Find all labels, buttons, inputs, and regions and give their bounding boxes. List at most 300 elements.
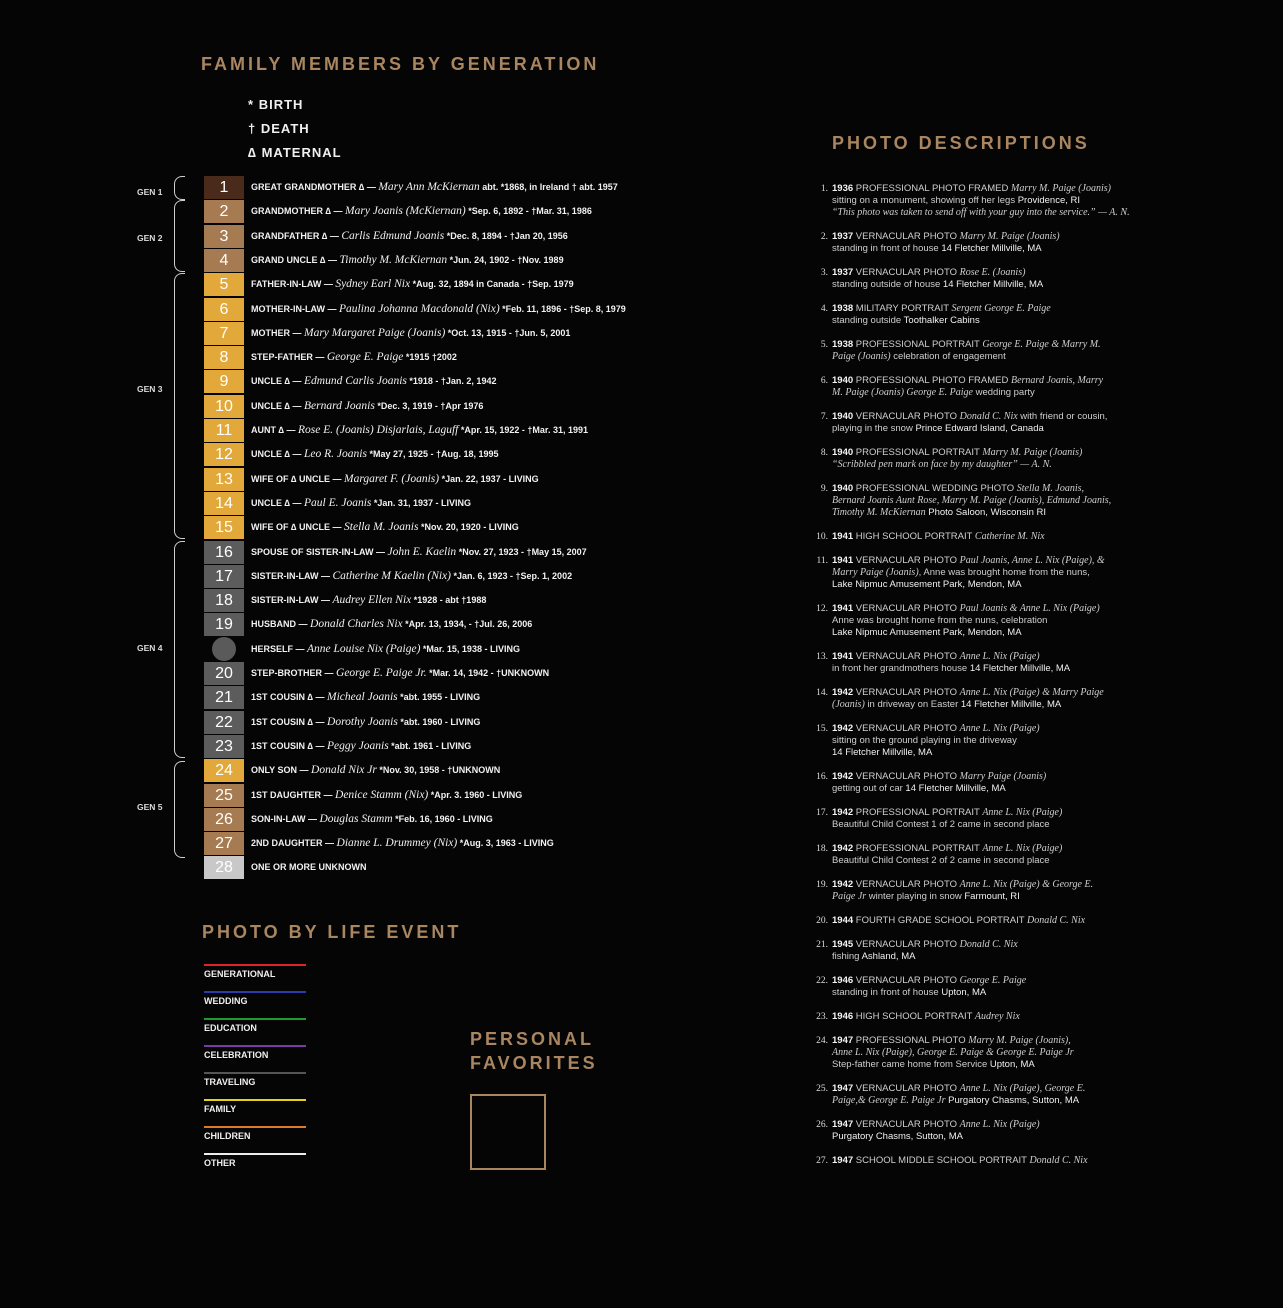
description-segment: Marry Paige (Joanis) bbox=[959, 771, 1047, 782]
description-segment: Photo Saloon, Wisconsin RI bbox=[925, 507, 1047, 518]
description-segment: 1941 bbox=[832, 555, 854, 566]
member-relation: 1ST COUSIN ∆ — bbox=[251, 692, 328, 703]
description-segment: 1938 bbox=[832, 303, 854, 314]
description-segment: VERNACULAR PHOTO bbox=[853, 1083, 960, 1094]
life-event-item bbox=[204, 1131, 306, 1141]
description-segment: Anne L. Nix (Paige) bbox=[959, 651, 1040, 662]
description-segment: 1947 bbox=[832, 1155, 854, 1166]
description-segment: 1941 bbox=[832, 531, 854, 542]
description-line bbox=[832, 447, 1082, 459]
description-line bbox=[832, 1011, 1020, 1023]
member-relation: SON-IN-LAW — bbox=[251, 813, 320, 824]
member-name: Dorothy Joanis bbox=[327, 715, 398, 728]
member-relation: MOTHER — bbox=[251, 327, 304, 338]
description-line bbox=[832, 783, 1046, 795]
gen-label: GEN 5 bbox=[137, 802, 163, 812]
member-name: Peggy Joanis bbox=[327, 739, 389, 752]
member-text bbox=[251, 594, 486, 606]
description-segment: Donald C. Nix bbox=[959, 411, 1018, 422]
member-dates: abt. *1868, in Ireland † abt. 1957 bbox=[479, 182, 618, 192]
description-line bbox=[832, 627, 1100, 639]
member-number-swatch bbox=[204, 638, 244, 661]
description-number: 27. bbox=[816, 1156, 828, 1166]
description-segment: Rose E. (Joanis) bbox=[959, 267, 1026, 278]
member-relation: 1ST COUSIN ∆ — bbox=[251, 740, 328, 751]
member-name: Douglas Stamm bbox=[319, 812, 393, 825]
description-number: 3. bbox=[820, 268, 828, 278]
member-number-swatch: 22 bbox=[204, 711, 244, 734]
member-relation: GRANDFATHER ∆ — bbox=[251, 230, 342, 241]
description-segment: Paul Joanis, Anne L. Nix (Paige), & bbox=[959, 555, 1105, 566]
description-segment: VERNACULAR PHOTO bbox=[853, 1119, 960, 1130]
description-segment: PROFESSIONAL PHOTO bbox=[853, 1035, 969, 1046]
member-text bbox=[251, 303, 626, 315]
description-segment: VERNACULAR PHOTO bbox=[853, 975, 960, 986]
description-line bbox=[832, 603, 1100, 615]
description-segment: 1945 bbox=[832, 939, 854, 950]
description-line bbox=[832, 723, 1040, 735]
member-text bbox=[251, 618, 532, 630]
description-number: 23. bbox=[816, 1012, 828, 1022]
life-event-color-line bbox=[204, 1072, 306, 1074]
member-text bbox=[251, 570, 572, 582]
legend-birth: * BIRTH bbox=[248, 97, 304, 112]
description-segment: VERNACULAR PHOTO bbox=[853, 555, 960, 566]
description-segment: Beautiful Child Contest 2 of 2 came in second place bbox=[832, 855, 1050, 866]
description-segment: standing in front of house bbox=[832, 987, 942, 998]
life-event-heading: PHOTO BY LIFE EVENT bbox=[202, 922, 462, 942]
life-event-label: EDUCATION bbox=[204, 1023, 257, 1033]
legend-maternal: ∆ MATERNAL bbox=[248, 145, 342, 160]
description-line bbox=[832, 267, 1043, 279]
gen-label: GEN 3 bbox=[137, 384, 163, 394]
member-name: Audrey Ellen Nix bbox=[332, 594, 412, 607]
member-name: John E. Kaelin bbox=[387, 545, 457, 558]
member-relation: MOTHER-IN-LAW — bbox=[251, 303, 339, 314]
description-segment: HIGH SCHOOL PORTRAIT bbox=[853, 1011, 975, 1022]
gen-bracket bbox=[174, 200, 185, 272]
member-number-swatch: 27 bbox=[204, 832, 244, 855]
life-event-color-line bbox=[204, 991, 306, 993]
member-dates: *1928 - abt †1988 bbox=[411, 595, 487, 606]
member-dates: *Aug. 3, 1963 - LIVING bbox=[457, 838, 554, 849]
description-segment: with friend or cousin, bbox=[1017, 411, 1108, 422]
description-segment: M. Paige (Joanis) George E. Paige bbox=[832, 387, 973, 398]
description-segment: Anne L. Nix (Paige) bbox=[959, 1119, 1040, 1130]
member-relation: UNCLE ∆ — bbox=[251, 400, 305, 411]
description-segment: 1937 bbox=[832, 231, 854, 242]
description-segment: PROFESSIONAL PORTRAIT bbox=[853, 339, 983, 350]
member-text bbox=[251, 521, 519, 533]
description-segment: 1946 bbox=[832, 1011, 854, 1022]
description-line bbox=[832, 915, 1085, 927]
member-name: Carlis Edmund Joanis bbox=[341, 229, 445, 242]
member-number-swatch: 10 bbox=[204, 395, 244, 418]
member-relation: 1ST COUSIN ∆ — bbox=[251, 716, 328, 727]
description-number: 9. bbox=[820, 484, 828, 494]
member-dates: *Nov. 20, 1920 - LIVING bbox=[418, 522, 519, 533]
description-segment: 14 Fletcher Millville, MA bbox=[905, 783, 1006, 794]
description-line bbox=[832, 231, 1060, 243]
description-segment: 14 Fletcher Millville, MA bbox=[941, 243, 1042, 254]
description-segment: Lake Nipmuc Amusement Park, Mendon, MA bbox=[832, 627, 1022, 638]
description-segment: VERNACULAR PHOTO bbox=[853, 411, 960, 422]
member-number-swatch: 24 bbox=[204, 759, 244, 782]
description-segment: 1942 bbox=[832, 843, 854, 854]
description-body bbox=[832, 687, 1104, 711]
member-number-swatch: 23 bbox=[204, 735, 244, 758]
member-name: Micheal Joanis bbox=[327, 691, 398, 704]
member-dates: *abt. 1955 - LIVING bbox=[397, 692, 481, 703]
description-segment: standing in front of house bbox=[832, 243, 942, 254]
life-event-item bbox=[204, 1023, 306, 1033]
member-dates: *Nov. 30, 1958 - †UNKNOWN bbox=[376, 765, 501, 776]
member-dates: *1915 †2002 bbox=[403, 352, 457, 363]
member-relation: SISTER-IN-LAW — bbox=[251, 595, 333, 606]
description-segment: Anne L. Nix (Paige) bbox=[982, 843, 1063, 854]
member-relation: UNCLE ∆ — bbox=[251, 449, 305, 460]
member-name: Timothy M. McKiernan bbox=[339, 253, 448, 266]
description-segment: VERNACULAR PHOTO bbox=[853, 771, 960, 782]
member-text bbox=[251, 448, 499, 460]
description-segment: 1942 bbox=[832, 771, 854, 782]
member-dates: *Mar. 14, 1942 - †UNKNOWN bbox=[426, 668, 550, 678]
member-number-swatch: 5 bbox=[204, 273, 244, 296]
member-relation: UNCLE ∆ — bbox=[251, 497, 305, 508]
description-body bbox=[832, 531, 1045, 543]
description-segment: 1941 bbox=[832, 651, 854, 662]
description-segment: Farmount, RI bbox=[964, 891, 1020, 902]
member-relation: 1ST DAUGHTER — bbox=[251, 789, 336, 800]
member-number-swatch: 1 bbox=[204, 176, 244, 199]
member-relation: UNCLE ∆ — bbox=[251, 376, 305, 387]
member-text bbox=[251, 837, 554, 849]
member-relation: GRAND UNCLE ∆ — bbox=[251, 254, 340, 265]
description-number: 25. bbox=[816, 1084, 828, 1094]
description-line bbox=[832, 495, 1111, 507]
description-line bbox=[832, 531, 1045, 543]
description-number: 15. bbox=[816, 724, 828, 734]
description-segment: PROFESSIONAL PHOTO FRAMED bbox=[853, 375, 1011, 386]
description-line bbox=[832, 687, 1104, 699]
gen-label: GEN 4 bbox=[137, 643, 163, 653]
life-event-color-line bbox=[204, 1045, 306, 1047]
description-number: 8. bbox=[820, 448, 828, 458]
description-line bbox=[832, 351, 1101, 363]
description-body bbox=[832, 231, 1060, 255]
description-segment: Donald C. Nix bbox=[1026, 915, 1086, 926]
description-segment: George E. Paige bbox=[959, 975, 1027, 986]
member-number-swatch: 3 bbox=[204, 225, 244, 248]
life-event-item bbox=[204, 1050, 306, 1060]
gen-label: GEN 1 bbox=[137, 187, 163, 197]
member-number-swatch: 8 bbox=[204, 346, 244, 369]
description-body bbox=[832, 1011, 1020, 1023]
member-dates: *Apr. 15, 1922 - †Mar. 31, 1991 bbox=[458, 425, 588, 435]
member-text bbox=[251, 205, 592, 217]
life-event-item bbox=[204, 996, 306, 1006]
member-name: George E. Paige bbox=[326, 351, 404, 364]
description-segment: Marry M. Paige (Joanis) bbox=[959, 231, 1060, 242]
description-line bbox=[832, 579, 1105, 591]
description-body bbox=[832, 771, 1046, 795]
member-text bbox=[251, 278, 574, 290]
member-text bbox=[251, 473, 539, 485]
description-segment: wedding party bbox=[972, 387, 1035, 398]
description-line bbox=[832, 207, 1130, 219]
description-segment: 1940 bbox=[832, 375, 854, 386]
description-line bbox=[832, 279, 1043, 291]
description-body bbox=[832, 843, 1062, 867]
description-segment: Providence, RI bbox=[1017, 195, 1081, 206]
description-segment: in front her grandmothers house bbox=[832, 663, 970, 674]
gen-label: GEN 2 bbox=[137, 233, 163, 243]
description-segment: Lake Nipmuc Amusement Park, Mendon, MA bbox=[832, 579, 1022, 590]
description-segment: Bernard Joanis Aunt Rose, Marry M. Paige (Joanis), Edmund Joanis, bbox=[832, 495, 1112, 506]
member-number-swatch: 9 bbox=[204, 370, 244, 393]
description-line bbox=[832, 663, 1070, 675]
member-number-swatch: 20 bbox=[204, 662, 244, 685]
description-body bbox=[832, 1083, 1085, 1107]
description-segment: FOURTH GRADE SCHOOL PORTRAIT bbox=[853, 915, 1027, 926]
description-segment: 1947 bbox=[832, 1119, 854, 1130]
member-dates: *Dec. 3, 1919 - †Apr 1976 bbox=[374, 400, 484, 411]
member-dates: *Jan. 22, 1937 - LIVING bbox=[439, 473, 539, 484]
member-relation: GREAT GRANDMOTHER ∆ — bbox=[251, 182, 379, 192]
description-body bbox=[832, 807, 1062, 831]
description-body bbox=[832, 483, 1111, 519]
description-segment: standing outside of house bbox=[832, 279, 943, 290]
description-segment: Paige (Joanis) bbox=[832, 351, 891, 362]
description-body bbox=[832, 879, 1093, 903]
description-segment: winter playing in snow bbox=[866, 891, 965, 902]
member-dates: *Jan. 31, 1937 - LIVING bbox=[371, 497, 471, 508]
description-line bbox=[832, 951, 1018, 963]
description-line bbox=[832, 975, 1026, 987]
description-body bbox=[832, 1035, 1074, 1071]
description-segment: (Joanis) bbox=[832, 699, 865, 710]
description-segment: Marry M. Paige (Joanis), bbox=[968, 1035, 1071, 1046]
description-segment: fishing bbox=[832, 951, 862, 962]
description-line bbox=[832, 807, 1062, 819]
description-segment: 1940 bbox=[832, 411, 854, 422]
member-name: George E. Paige Jr. bbox=[336, 667, 427, 679]
life-event-color-line bbox=[204, 964, 306, 966]
member-name: Donald Charles Nix bbox=[310, 618, 403, 631]
member-text bbox=[251, 740, 471, 752]
description-number: 11. bbox=[816, 556, 828, 566]
description-number: 17. bbox=[816, 808, 828, 818]
description-segment: 1942 bbox=[832, 687, 854, 698]
life-event-label: CELEBRATION bbox=[204, 1050, 269, 1060]
description-segment: Bernard Joanis, Marry bbox=[1010, 375, 1104, 386]
description-line bbox=[832, 879, 1093, 891]
life-event-color-line bbox=[204, 1018, 306, 1020]
description-line bbox=[832, 1095, 1085, 1107]
member-text bbox=[251, 643, 520, 655]
life-event-label: CHILDREN bbox=[204, 1131, 251, 1141]
description-line bbox=[832, 423, 1107, 435]
member-number-swatch: 26 bbox=[204, 808, 244, 831]
member-number-swatch: 17 bbox=[204, 565, 244, 588]
member-dates: *Jun. 24, 1902 - †Nov. 1989 bbox=[447, 254, 564, 265]
description-line bbox=[832, 555, 1105, 567]
member-dates: *Jan. 6, 1923 - †Sep. 1, 2002 bbox=[451, 570, 573, 581]
description-segment: Marry M. Paige (Joanis) bbox=[982, 447, 1083, 458]
description-number: 16. bbox=[816, 772, 828, 782]
description-line bbox=[832, 891, 1093, 903]
member-number-swatch: 15 bbox=[204, 516, 244, 539]
gen-bracket bbox=[174, 761, 185, 858]
family-members-heading: FAMILY MEMBERS BY GENERATION bbox=[201, 54, 600, 74]
member-dates: *May 27, 1925 - †Aug. 18, 1995 bbox=[366, 449, 499, 460]
member-dates: *Nov. 27, 1923 - †May 15, 2007 bbox=[456, 546, 587, 557]
description-body bbox=[832, 303, 1051, 327]
description-segment: VERNACULAR PHOTO bbox=[853, 651, 960, 662]
member-number-swatch: 11 bbox=[204, 419, 244, 442]
member-relation: HUSBAND — bbox=[251, 619, 311, 630]
member-relation: ONE OR MORE UNKNOWN bbox=[251, 862, 367, 873]
description-segment: Donald C. Nix bbox=[959, 939, 1018, 950]
member-text bbox=[251, 181, 618, 193]
description-line bbox=[832, 939, 1018, 951]
member-relation: SISTER-IN-LAW — bbox=[251, 570, 333, 581]
description-line bbox=[832, 735, 1040, 747]
description-body bbox=[832, 975, 1026, 999]
description-line bbox=[832, 483, 1111, 495]
member-text bbox=[251, 667, 549, 679]
description-segment: VERNACULAR PHOTO bbox=[853, 687, 960, 698]
description-number: 20. bbox=[816, 916, 828, 926]
description-line bbox=[832, 303, 1051, 315]
description-segment: PROFESSIONAL PHOTO FRAMED bbox=[853, 183, 1011, 194]
member-dates: *Oct. 13, 1915 - †Jun. 5, 2001 bbox=[445, 327, 571, 338]
life-event-label: FAMILY bbox=[204, 1104, 237, 1114]
description-number: 5. bbox=[820, 340, 828, 350]
life-event-label: GENERATIONAL bbox=[204, 969, 276, 979]
description-segment: PROFESSIONAL WEDDING PHOTO bbox=[853, 483, 1017, 494]
description-segment: Toothalker Cabins bbox=[903, 315, 980, 326]
description-segment: HIGH SCHOOL PORTRAIT bbox=[853, 531, 975, 542]
description-line bbox=[832, 855, 1062, 867]
description-segment: Donald C. Nix bbox=[1029, 1155, 1088, 1166]
description-body bbox=[832, 339, 1101, 363]
description-number: 14. bbox=[816, 688, 828, 698]
description-line bbox=[832, 195, 1130, 207]
description-line bbox=[832, 819, 1062, 831]
member-name: Donald Nix Jr bbox=[311, 764, 377, 777]
description-line bbox=[832, 507, 1111, 519]
description-number: 18. bbox=[816, 844, 828, 854]
description-segment: Sergent George E. Paige bbox=[951, 303, 1051, 314]
description-segment: 1936 bbox=[832, 183, 854, 194]
life-event-label: TRAVELING bbox=[204, 1077, 256, 1087]
description-number: 2. bbox=[820, 232, 828, 242]
description-segment: 14 Fletcher Millville, MA bbox=[960, 699, 1062, 710]
description-segment: Paige,& George E. Paige Jr bbox=[832, 1095, 946, 1106]
description-body bbox=[832, 183, 1130, 219]
description-segment: Anne L. Nix (Paige) & Marry Paige bbox=[959, 687, 1104, 698]
description-number: 21. bbox=[816, 940, 828, 950]
description-segment: sitting on the ground playing in the driveway bbox=[832, 735, 1017, 746]
member-dates: *1918 - †Jan. 2, 1942 bbox=[406, 376, 497, 387]
legend-death: † DEATH bbox=[248, 121, 310, 136]
description-line bbox=[832, 339, 1101, 351]
description-number: 7. bbox=[820, 412, 828, 422]
life-event-color-line bbox=[204, 1126, 306, 1128]
description-segment: VERNACULAR PHOTO bbox=[853, 267, 960, 278]
description-segment: PROFESSIONAL PORTRAIT bbox=[853, 807, 983, 818]
description-line bbox=[832, 843, 1062, 855]
member-number-swatch: 28 bbox=[204, 856, 244, 879]
description-segment: playing in the snow bbox=[832, 423, 916, 434]
member-name: Bernard Joanis bbox=[304, 399, 375, 412]
member-dates: *Aug. 32, 1894 in Canada - †Sep. 1979 bbox=[410, 279, 574, 290]
description-body bbox=[832, 555, 1105, 591]
life-event-label: WEDDING bbox=[204, 996, 248, 1006]
member-text bbox=[251, 375, 496, 387]
member-number-swatch: 13 bbox=[204, 468, 244, 491]
description-segment: PROFESSIONAL PORTRAIT bbox=[853, 447, 983, 458]
member-number-swatch: 18 bbox=[204, 589, 244, 612]
description-segment: standing outside bbox=[832, 315, 904, 326]
member-relation: 2ND DAUGHTER — bbox=[251, 838, 337, 849]
description-line bbox=[832, 387, 1103, 399]
description-segment: 1942 bbox=[832, 807, 854, 818]
description-segment: Anne L. Nix (Paige) & George E. bbox=[959, 879, 1094, 890]
description-line bbox=[832, 567, 1105, 579]
description-number: 26. bbox=[816, 1120, 828, 1130]
member-text bbox=[251, 789, 522, 801]
description-segment: Purgatory Chasms, Sutton, MA bbox=[945, 1095, 1080, 1106]
description-body bbox=[832, 603, 1100, 639]
life-event-item bbox=[204, 1077, 306, 1087]
description-line bbox=[832, 315, 1051, 327]
description-line bbox=[832, 747, 1040, 759]
member-relation: WIFE OF ∆ UNCLE — bbox=[251, 522, 345, 533]
member-name: Denice Stamm (Nix) bbox=[335, 788, 429, 801]
description-body bbox=[832, 411, 1107, 435]
description-line bbox=[832, 459, 1082, 471]
description-segment: Prince Edward Island, Canada bbox=[915, 423, 1044, 434]
member-name: Edmund Carlis Joanis bbox=[304, 375, 407, 388]
description-segment: Upton, MA bbox=[989, 1059, 1035, 1070]
description-line bbox=[832, 1035, 1074, 1047]
member-name: Dianne L. Drummey (Nix) bbox=[336, 837, 458, 850]
member-number-swatch: 25 bbox=[204, 784, 244, 807]
description-segment: Catherine M. Nix bbox=[974, 531, 1045, 542]
description-segment: Marry M. Paige (Joanis) bbox=[1010, 183, 1111, 194]
herself-circle-icon bbox=[212, 637, 236, 661]
member-relation: ONLY SON — bbox=[251, 765, 312, 776]
member-dates: *abt. 1961 - LIVING bbox=[388, 740, 472, 751]
member-number-swatch: 21 bbox=[204, 686, 244, 709]
description-number: 24. bbox=[816, 1036, 828, 1046]
gen-bracket bbox=[174, 541, 185, 758]
description-body bbox=[832, 1119, 1040, 1143]
description-line bbox=[832, 183, 1130, 195]
description-line bbox=[832, 987, 1026, 999]
description-body bbox=[832, 1155, 1088, 1167]
member-text bbox=[251, 497, 471, 509]
description-segment: “This photo was taken to send off with your guy into the service.” — A. N. bbox=[832, 207, 1130, 218]
member-text bbox=[251, 400, 483, 412]
member-dates: *Sep. 6, 1892 - †Mar. 31, 1986 bbox=[465, 206, 592, 217]
description-segment: 14 Fletcher Millville, MA bbox=[832, 747, 933, 758]
description-line bbox=[832, 1131, 1040, 1143]
description-segment: VERNACULAR PHOTO bbox=[853, 879, 960, 890]
member-text bbox=[251, 327, 570, 339]
